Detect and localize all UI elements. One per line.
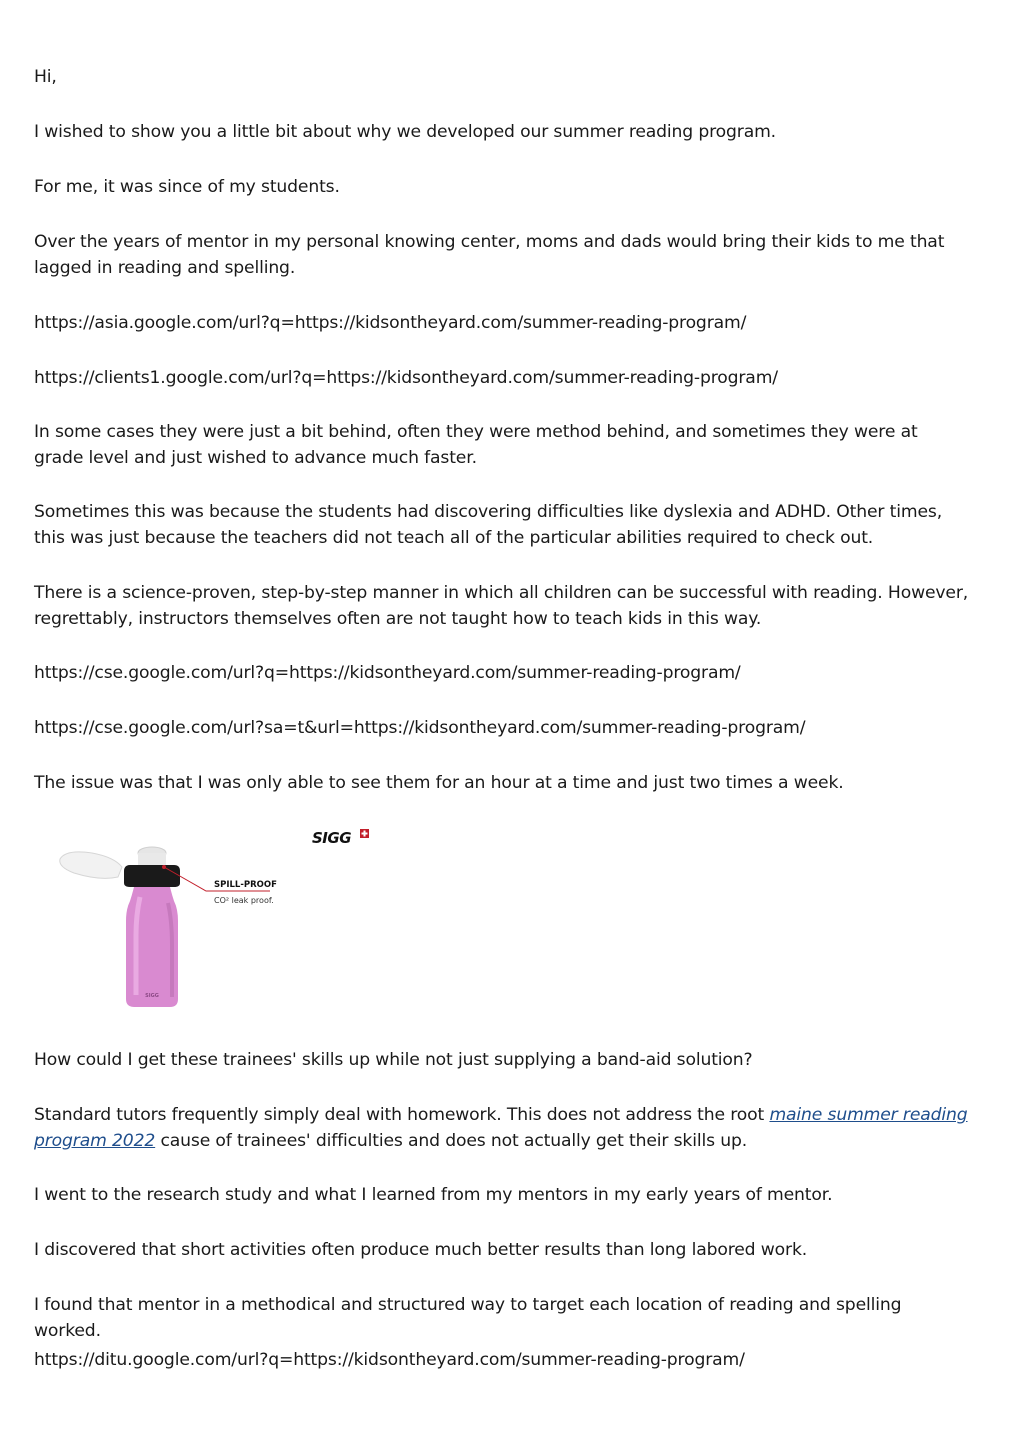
paragraph-band-aid: How could I get these trainees' skills up while not just supplying a band-aid solution? <box>34 1050 753 1070</box>
paragraph-students: For me, it was since of my students. <box>34 177 340 197</box>
paragraph-homework <box>34 1102 969 1154</box>
sigg-logo: SIGG <box>312 829 352 847</box>
callout-title: SPILL-PROOF <box>214 880 277 890</box>
bottle-cap <box>124 865 180 887</box>
paragraph-intro: I wished to show you a little bit about why we developed our summer reading program. <box>34 122 776 142</box>
paragraph-methodical: I found that mentor in a methodical and structured way to target each location of reading and spelling worked. <box>34 1295 902 1341</box>
paragraph-short-activities: I discovered that short activities often produce much better results than long labored work. <box>34 1240 808 1260</box>
paragraph-issue: The issue was that I was only able to see them for an hour at a time and just two times a week. <box>34 773 844 793</box>
bottle-label: SIGG <box>145 993 159 999</box>
callout-text: CO² leak proof. <box>214 896 274 905</box>
maine-summer-reading-link[interactable]: maine summer reading program 2022 <box>34 1105 968 1151</box>
sigg-bottle-image <box>56 825 416 1015</box>
homework-text-before: Standard tutors frequently simply deal with homework. This does not address the root <box>34 1105 770 1125</box>
url-ditu-google: https://ditu.google.com/url?q=https://kidsontheyard.com/summer-reading-program/ <box>34 1350 745 1370</box>
product-image <box>56 825 416 1015</box>
url-clients1-google: https://clients1.google.com/url?q=https://kidsontheyard.com/summer-reading-program/ <box>34 368 778 388</box>
bottle-lid <box>60 852 122 878</box>
greeting: Hi, <box>34 67 57 87</box>
paragraph-behind: In some cases they were just a bit behind, often they were method behind, and sometimes they were at grade level and just wished to advance much faster. <box>34 422 918 468</box>
url-cse-google-q: https://cse.google.com/url?q=https://kidsontheyard.com/summer-reading-program/ <box>34 663 741 683</box>
paragraph-research: I went to the research study and what I learned from my mentors in my early years of mentor. <box>34 1185 833 1205</box>
paragraph-science: There is a science-proven, step-by-step manner in which all children can be successful with reading. However, regrettably, instructors themselves often are not taught how to teach kids in this way. <box>34 583 969 629</box>
url-cse-google-sa: https://cse.google.com/url?sa=t&url=https://kidsontheyard.com/summer-reading-program/ <box>34 718 806 738</box>
paragraph-difficulties: Sometimes this was because the students had discovering difficulties like dyslexia and ADHD. Other times, this was just because the teachers did not teach all of the particular abilities required to check out. <box>34 502 943 548</box>
url-asia-google: https://asia.google.com/url?q=https://kidsontheyard.com/summer-reading-program/ <box>34 313 747 333</box>
homework-text-after: cause of trainees' difficulties and does not actually get their skills up. <box>155 1131 748 1151</box>
paragraph-mentor-center: Over the years of mentor in my personal knowing center, moms and dads would bring their kids to me that lagged in reading and spelling. <box>34 232 945 278</box>
